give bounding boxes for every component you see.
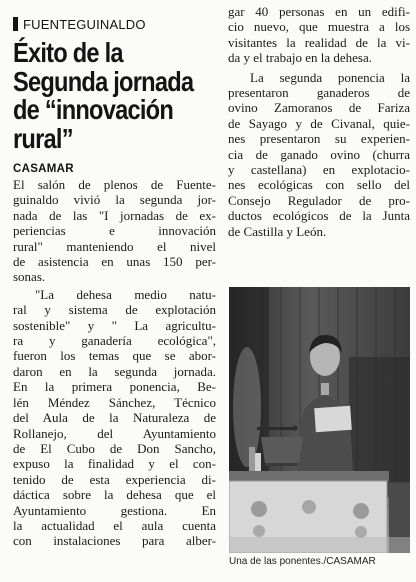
- headline: [13, 39, 216, 153]
- text-line: expuso la finalidad y el con-: [13, 456, 216, 472]
- text-line: nes presentaron su experien-: [228, 131, 410, 147]
- text-line: El salón de plenos de Fuente-: [13, 177, 216, 192]
- section-name: FUENTEGUINALDO: [23, 16, 146, 32]
- text-line: visitantes la realidad de la vi-: [228, 34, 410, 50]
- article-body-left: [13, 177, 216, 549]
- text-line: fueron los temas que se abor-: [13, 348, 216, 364]
- text-line: de Castilla y León.: [228, 223, 327, 239]
- text-line: de Sayago y de Civanal, quie-: [228, 115, 410, 131]
- paragraph: [13, 287, 216, 549]
- left-column: [13, 16, 216, 549]
- speaker-photo: [229, 287, 410, 553]
- paragraph: [13, 177, 216, 285]
- photo-caption: Una de las ponentes./CASAMAR: [229, 556, 376, 567]
- text-line: cia de ganado ovino (churra: [228, 146, 410, 162]
- text-line: rural" manteniendo el nivel: [13, 238, 216, 254]
- headline-line: Segunda jornada: [13, 65, 194, 97]
- text-line: ra y ganadería ecológica",: [13, 333, 216, 349]
- text-line: ovino Zamoranos de Fariza: [228, 100, 410, 116]
- text-line: cio nuevo, que muestra a los: [228, 19, 410, 35]
- text-line: nes ecológicas con sello del: [228, 177, 410, 193]
- text-line: "La dehesa medio natu-: [35, 286, 216, 302]
- text-line: de El Cubo de Don Sancho,: [13, 440, 216, 456]
- text-line: periencias e innovación: [13, 223, 216, 239]
- text-line: y castellana) en explotacio-: [228, 162, 410, 178]
- text-line: gar 40 personas en un edifi-: [228, 4, 410, 19]
- text-line: ral y sistema de explotación: [13, 302, 216, 318]
- text-line: lén Méndez Sánchez, Técnico: [13, 394, 216, 410]
- text-line: del Aula de la Naturaleza de: [13, 410, 216, 426]
- text-line: Rollanejo, del Ayuntamiento: [13, 425, 216, 441]
- text-line: Ayuntamiento gestiona. En: [13, 502, 216, 518]
- headline-line: de “innovación: [13, 94, 174, 125]
- article-body-right: [228, 4, 410, 239]
- headline-line: Éxito de la: [13, 37, 123, 68]
- text-line: nada de las "I jornadas de ex-: [13, 207, 216, 223]
- text-line: de asistencia en unas 150 per-: [13, 254, 216, 270]
- byline: CASAMAR: [13, 163, 74, 175]
- right-column: [228, 4, 410, 239]
- text-line: Consejo Regulador de pro-: [228, 192, 410, 208]
- text-line: daron en la segunda jornada.: [13, 363, 216, 379]
- text-line: guinaldo vivió la segunda jor-: [13, 192, 216, 208]
- text-line: La segunda ponencia la: [250, 69, 410, 85]
- text-line: sostenible" y " La agricultu-: [13, 317, 216, 333]
- text-line: presentaron ganaderos de: [228, 85, 410, 101]
- section-marker: [13, 17, 18, 31]
- text-line: dáctica sobre la dehesa que el: [13, 487, 216, 503]
- text-line: la actualidad el aula cuenta: [13, 517, 216, 533]
- headline-line: rural”: [13, 122, 73, 154]
- section-header: [13, 16, 216, 32]
- text-line: con instalaciones para alber-: [13, 533, 216, 549]
- text-line: tenido de esta experiencia di-: [13, 471, 216, 487]
- text-line: En la primera ponencia, Be-: [13, 379, 216, 395]
- photo-illustration: [229, 287, 410, 553]
- text-line: sonas.: [13, 269, 46, 285]
- text-line: da y el trabajo en la dehesa.: [228, 50, 373, 66]
- paragraph: [228, 70, 410, 239]
- text-line: ductos ecológicos de la Junta: [228, 208, 410, 224]
- paragraph: [228, 4, 410, 66]
